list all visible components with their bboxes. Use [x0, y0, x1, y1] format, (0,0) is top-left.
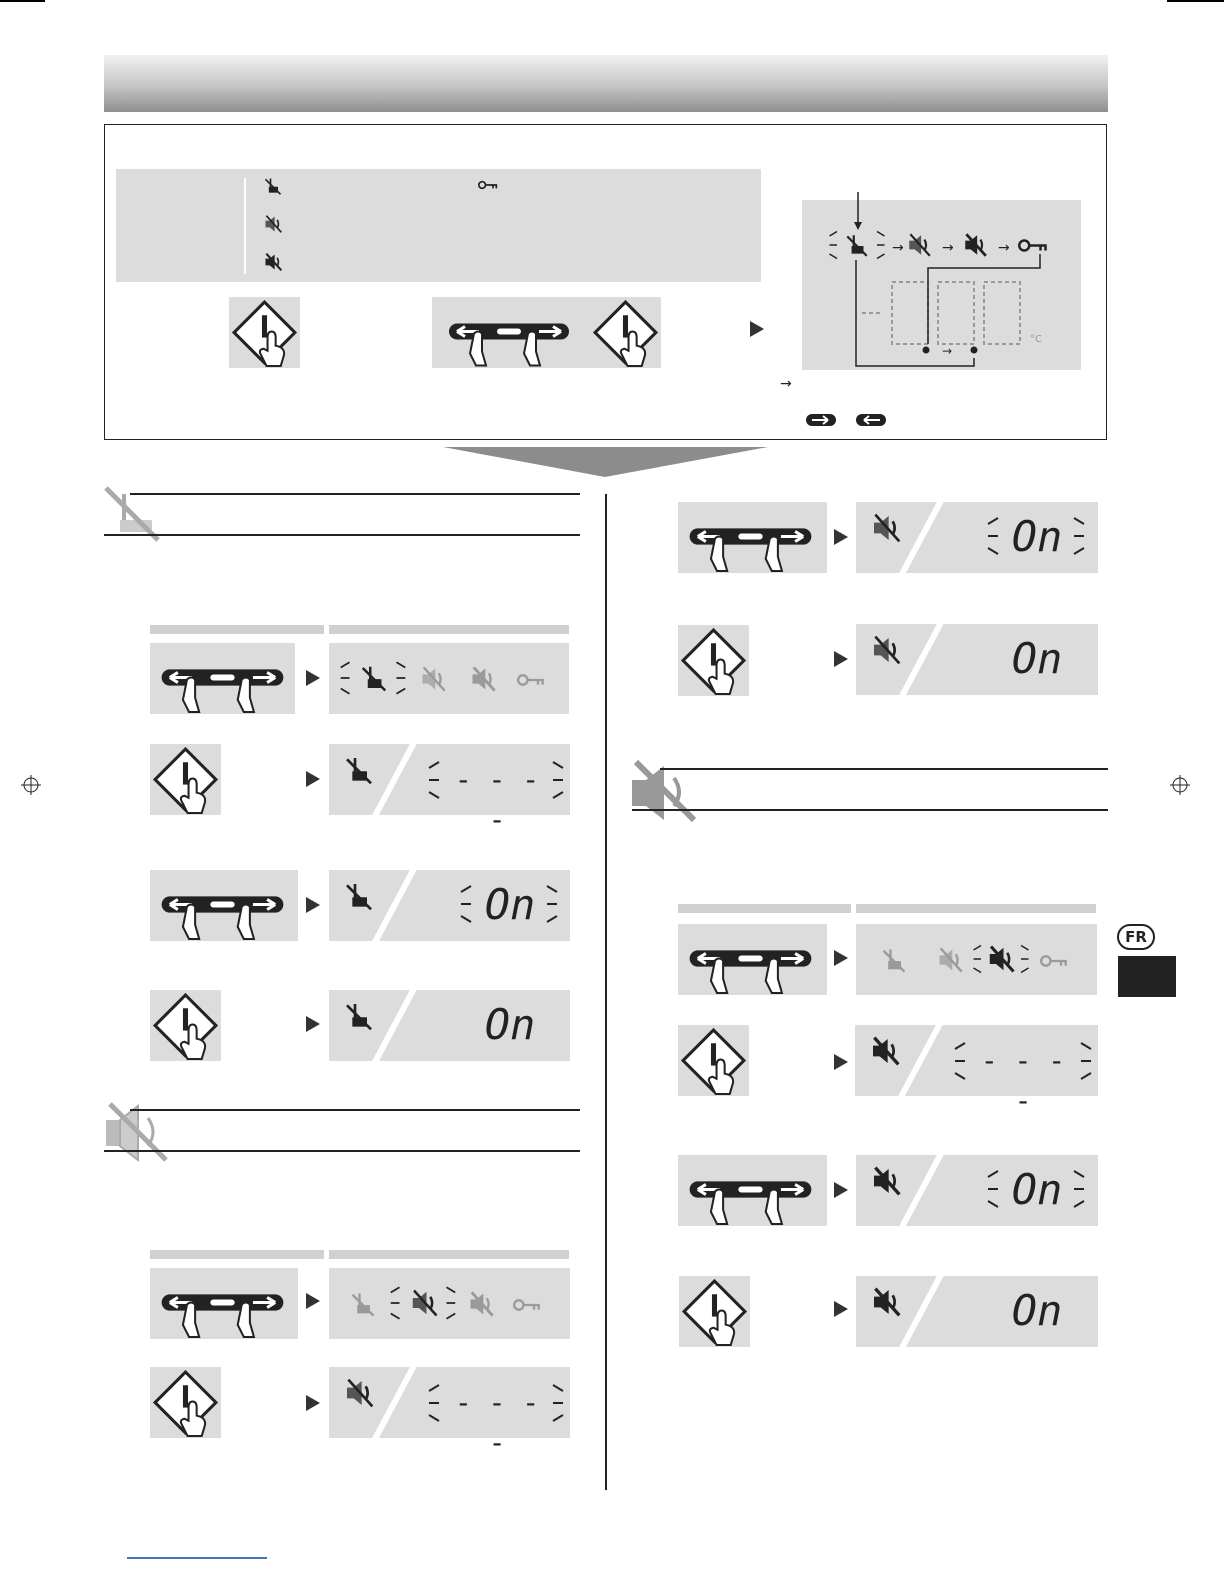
blink-icon	[986, 516, 1002, 556]
readout-text: On	[1011, 512, 1063, 561]
readout-display	[856, 1276, 1098, 1347]
arrow-right-icon	[306, 1016, 320, 1032]
readout-text: - - - -	[454, 1386, 540, 1459]
swipe-right-icon	[806, 414, 836, 426]
svg-text:→: →	[892, 240, 904, 256]
subheader-bar	[329, 1250, 569, 1259]
blink-icon	[1077, 1041, 1093, 1081]
press-button-panel	[229, 297, 300, 368]
key-icon	[478, 180, 498, 190]
swipe-action-panel	[678, 924, 827, 995]
section-rule	[660, 768, 1108, 770]
arrow-right-icon	[834, 1054, 848, 1070]
swipe-action-panel	[678, 1155, 827, 1226]
quiet-icon	[870, 512, 902, 544]
blink-icon	[1070, 516, 1086, 556]
clean-icon	[343, 1000, 375, 1032]
press-finger-icon	[150, 990, 221, 1061]
arrow-right-icon	[834, 1182, 848, 1198]
press-finger-icon	[678, 1025, 749, 1096]
language-badge: FR	[1117, 924, 1155, 950]
readout-text: On	[1011, 1165, 1063, 1214]
readout-display	[855, 1025, 1098, 1117]
swipe-action-panel	[150, 1268, 298, 1339]
icon-row-drawing	[349, 1280, 559, 1326]
mute-icon	[870, 1286, 902, 1318]
readout-display	[856, 502, 1098, 573]
page-header-bar	[104, 55, 1108, 112]
subheader-bar	[150, 1250, 324, 1259]
icon-row-drawing	[339, 655, 559, 701]
arrow-right-icon	[306, 897, 320, 913]
press-action-panel	[678, 625, 749, 696]
press-finger-icon	[590, 297, 661, 368]
swipe-finger-icon	[678, 924, 823, 995]
swipe-finger-icon	[678, 502, 823, 573]
icon-row-display	[329, 1268, 570, 1339]
section-rule	[130, 1109, 580, 1111]
arrow-right-icon	[834, 1301, 848, 1317]
down-arrow-icon	[443, 447, 768, 477]
clean-icon	[263, 176, 283, 196]
quiet-icon	[870, 634, 902, 666]
press-action-panel	[150, 744, 221, 815]
readout-text: On	[1011, 1286, 1063, 1335]
subheader-bar	[856, 904, 1096, 913]
arrow-right-icon	[750, 321, 764, 337]
section-rule	[632, 809, 1108, 811]
readout-text: - - - -	[454, 763, 540, 836]
legend-divider	[244, 178, 246, 274]
quiet-icon	[263, 214, 283, 234]
mute-icon	[870, 1165, 902, 1197]
subheader-bar	[329, 625, 569, 634]
clean-icon	[343, 880, 375, 912]
mute-icon	[263, 252, 283, 272]
section-rule	[104, 1150, 580, 1152]
readout-text: On	[1011, 634, 1063, 683]
readout-display	[856, 1155, 1098, 1226]
press-action-panel	[150, 1367, 221, 1438]
section-rule	[130, 493, 580, 495]
press-action-panel	[150, 990, 221, 1061]
swipe-press-panel	[432, 297, 661, 368]
readout-display	[329, 744, 570, 836]
crop-mark	[1167, 0, 1224, 2]
swipe-finger-icon	[150, 643, 295, 714]
readout-text: On	[484, 1000, 536, 1049]
blink-icon	[543, 884, 559, 924]
press-finger-icon	[150, 744, 221, 815]
readout-display	[856, 624, 1098, 695]
display-diagram-drawing	[802, 200, 1081, 370]
swipe-action-panel	[678, 502, 827, 573]
mute-icon	[869, 1035, 901, 1067]
press-finger-icon	[678, 625, 749, 696]
registration-mark-icon	[21, 775, 41, 795]
blink-icon	[427, 760, 443, 800]
swipe-finger-icon	[444, 297, 574, 368]
footnote-arrow: →	[780, 376, 792, 392]
blink-icon	[986, 1169, 1002, 1209]
registration-mark-icon	[1170, 775, 1190, 795]
press-finger-icon	[150, 1367, 221, 1438]
readout-text: - - - -	[980, 1044, 1066, 1117]
crop-mark	[0, 0, 45, 2]
swipe-action-panel	[150, 643, 295, 714]
arrow-right-icon	[306, 771, 320, 787]
footer-link-line	[127, 1557, 267, 1559]
readout-text: On	[484, 880, 536, 929]
press-action-panel	[678, 1025, 749, 1096]
svg-text:→: →	[998, 240, 1010, 256]
press-finger-icon	[229, 297, 300, 368]
quiet-section-icon	[104, 1102, 168, 1162]
swipe-finger-icon	[678, 1155, 823, 1226]
readout-display	[329, 990, 570, 1061]
column-divider	[605, 494, 607, 1490]
subheader-bar	[150, 625, 324, 634]
swipe-left-icon	[856, 414, 886, 426]
arrow-right-icon	[306, 1293, 320, 1309]
arrow-right-icon	[834, 950, 848, 966]
subheader-bar	[678, 904, 851, 913]
swipe-action-panel	[150, 870, 298, 941]
swipe-finger-icon	[150, 1268, 295, 1339]
blink-icon	[549, 760, 565, 800]
blink-icon	[549, 1383, 565, 1423]
svg-text:→: →	[942, 344, 953, 358]
blink-icon	[459, 884, 475, 924]
arrow-right-icon	[834, 529, 848, 545]
readout-display	[329, 870, 570, 941]
press-finger-icon	[679, 1276, 750, 1347]
arrow-right-icon	[306, 1395, 320, 1411]
readout-display	[329, 1367, 570, 1459]
icon-row-drawing	[880, 936, 1086, 982]
quiet-icon	[343, 1377, 375, 1409]
svg-text:°C: °C	[1030, 334, 1042, 345]
blink-icon	[1070, 1169, 1086, 1209]
svg-text:→: →	[942, 240, 954, 256]
swipe-finger-icon	[150, 870, 295, 941]
icon-row-display	[856, 924, 1097, 995]
clean-icon	[343, 754, 375, 786]
blink-icon	[427, 1383, 443, 1423]
legend-box	[116, 169, 761, 282]
section-rule	[104, 534, 580, 536]
arrow-right-icon	[834, 651, 848, 667]
language-tab-block	[1118, 956, 1176, 997]
icon-row-display	[329, 643, 569, 714]
blink-icon	[953, 1041, 969, 1081]
arrow-right-icon	[306, 670, 320, 686]
press-action-panel	[679, 1276, 750, 1347]
display-diagram	[802, 200, 1081, 370]
